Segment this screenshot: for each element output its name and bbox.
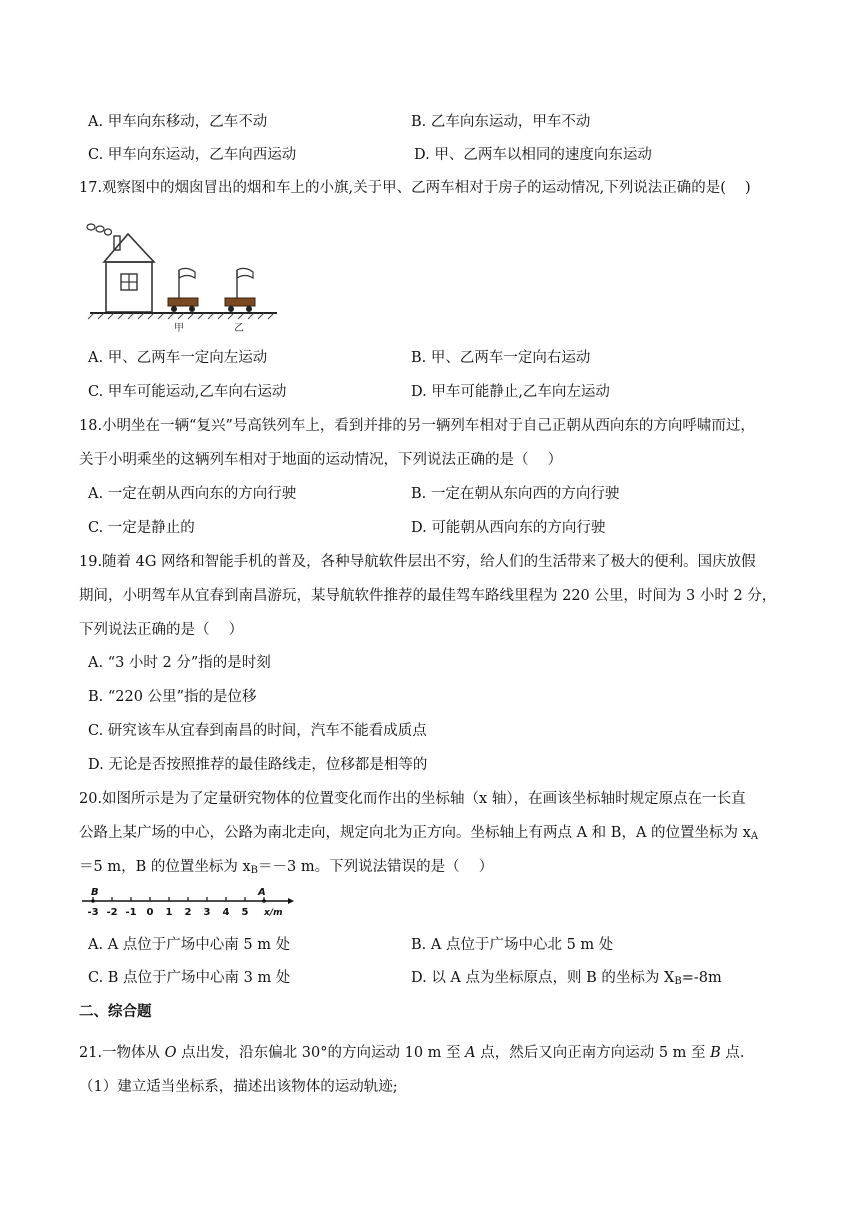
car-jia-label: 甲 bbox=[174, 323, 184, 334]
car-jia bbox=[168, 268, 198, 312]
q19-option-c: C. 研究该车从宜春到南昌的时间，汽车不能看成质点 bbox=[88, 723, 427, 739]
q17-option-c: C. 甲车可能运动,乙车向右运动 bbox=[88, 384, 287, 400]
car-yi-label: 乙 bbox=[234, 323, 244, 334]
q18-option-a: A. 一定在朝从西向东的方向行驶 bbox=[88, 486, 297, 502]
q17-stem: 17.观察图中的烟囱冒出的烟和车上的小旗,关于甲、乙两车相对于房子的运动情况,下列说法正确的是( ) bbox=[79, 180, 751, 196]
tick-label: 2 bbox=[184, 907, 192, 918]
tick-label: -1 bbox=[125, 907, 137, 918]
tick-label: 1 bbox=[165, 907, 173, 918]
q20-stem-line2: 公路上某广场的中心，公路为南北走向，规定向北为正方向。坐标轴上有两点 A 和 B，A 的位置坐标为 $x_A$ bbox=[79, 825, 759, 842]
smoke-puff bbox=[96, 226, 104, 232]
house-roof bbox=[104, 234, 154, 262]
q21-subquestion-1: （1）建立适当坐标系，描述出该物体的运动轨迹; bbox=[79, 1079, 398, 1095]
q19-stem-line1: 19.随着 4G 网络和智能手机的普及，各种导航软件层出不穷，给人们的生活带来了极大的便利。国庆放假 bbox=[79, 554, 756, 570]
q18-option-b: B. 一定在朝从东向西的方向行驶 bbox=[411, 486, 620, 502]
q20-option-d: D. 以 A 点为坐标原点，则 B 的坐标为 $X_B=-8m$ bbox=[411, 970, 722, 987]
q19-option-d: D. 无论是否按照推荐的最佳路线走，位移都是相等的 bbox=[88, 757, 428, 773]
q18-stem-line1: 18.小明坐在一辆“复兴”号高铁列车上，看到并排的另一辆列车相对于自己正朝从西向东的方向呼啸而过， bbox=[79, 418, 755, 434]
q21-stem: 21.一物体从 O 点出发，沿东偏北 30°的方向运动 10 m 至 A 点，然后又向正南方向运动 5 m 至 B 点. bbox=[79, 1045, 745, 1061]
q16-option-b: B. 乙车向东运动，甲车不动 bbox=[411, 114, 591, 130]
q16-option-a: A. 甲车向东移动，乙车不动 bbox=[88, 114, 268, 130]
q17-option-d: D. 甲车可能静止,乙车向左运动 bbox=[411, 384, 610, 400]
q17-option-b: B. 甲、乙两车一定向右运动 bbox=[411, 350, 591, 366]
q20-axis-figure bbox=[80, 884, 300, 920]
point-a-label: A bbox=[258, 887, 266, 898]
q20-option-c: C. B 点位于广场中心南 3 m 处 bbox=[88, 970, 291, 986]
q16-option-d: D. 甲、乙两车以相同的速度向东运动 bbox=[414, 147, 652, 163]
q18-stem-line2: 关于小明乘坐的这辆列车相对于地面的运动情况，下列说法正确的是（ ） bbox=[79, 452, 563, 468]
x-axis-arrow bbox=[288, 898, 294, 904]
q19-stem-line2: 期间，小明驾车从宜春到南昌游玩，某导航软件推荐的最佳驾车路线里程为 220 公里，时间为 3 小时 2 分， bbox=[79, 588, 777, 604]
section-title: 二、综合题 bbox=[79, 1003, 152, 1020]
q20-stem-line3: ＝5 m，B 的位置坐标为 $x_B=-3$ m。下列说法错误的是（ ） bbox=[79, 859, 494, 876]
tick-label: -3 bbox=[87, 907, 99, 918]
q17-option-a: A. 甲、乙两车一定向左运动 bbox=[88, 350, 268, 366]
smoke-puff bbox=[87, 224, 95, 230]
q20-option-b: B. A 点位于广场中心北 5 m 处 bbox=[411, 937, 614, 953]
flag-yi bbox=[237, 268, 253, 278]
q20-stem-line1: 20.如图所示是为了定量研究物体的位置变化而作出的坐标轴（x 轴），在画该坐标轴时规定原点在一长直 bbox=[79, 791, 746, 807]
q18-option-c: C. 一定是静止的 bbox=[88, 520, 195, 536]
tick-label: 4 bbox=[222, 907, 230, 918]
tick-label: 5 bbox=[241, 907, 249, 918]
tick-label: 3 bbox=[203, 907, 211, 918]
point-b-marker bbox=[91, 899, 95, 903]
q16-option-c: C. 甲车向东运动，乙车向西运动 bbox=[88, 147, 297, 163]
smoke-puff bbox=[105, 229, 112, 235]
q18-option-d: D. 可能朝从西向东的方向行驶 bbox=[411, 520, 606, 536]
tick-label: -2 bbox=[106, 907, 118, 918]
q19-stem-line3: 下列说法正确的是（ ） bbox=[79, 622, 244, 638]
axis-unit-label: x/m bbox=[264, 908, 283, 918]
point-a-marker bbox=[262, 899, 266, 903]
q17-figure bbox=[82, 218, 282, 336]
q19-option-b: B. “220 公里”指的是位移 bbox=[88, 689, 257, 705]
q20-option-a: A. A 点位于广场中心南 5 m 处 bbox=[88, 937, 291, 953]
flag-jia bbox=[179, 268, 195, 278]
car-yi bbox=[225, 268, 255, 312]
point-b-label: B bbox=[91, 887, 99, 898]
q19-option-a: A. “3 小时 2 分”指的是时刻 bbox=[88, 655, 271, 671]
tick-label: 0 bbox=[146, 907, 154, 918]
